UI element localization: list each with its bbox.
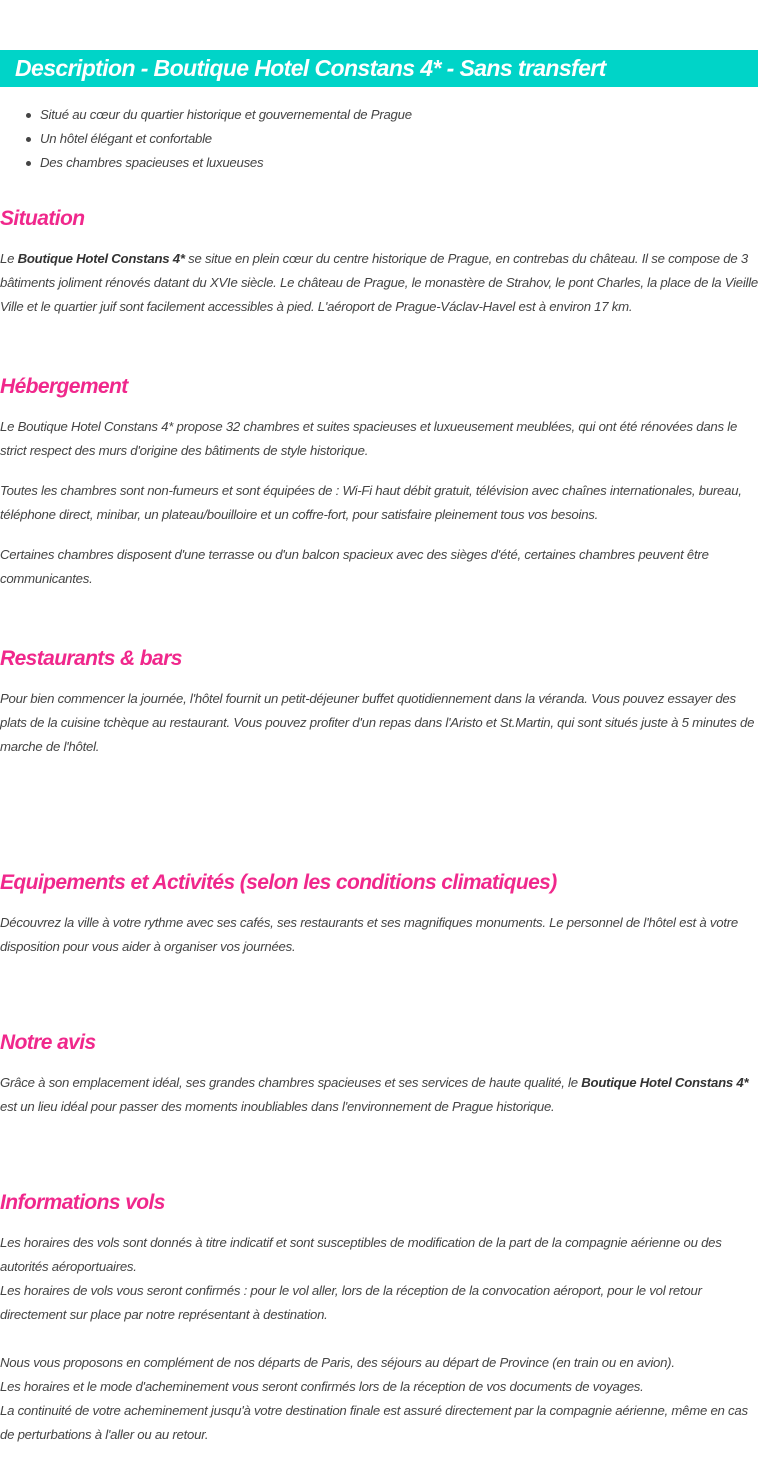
situation-text <box>0 247 758 319</box>
equipements-text <box>0 911 758 959</box>
paragraph: La continuité de votre acheminement jusqu'à votre destination finale est assuré directement par la compagnie aérienne, même en cas de perturbations à l'aller ou au retour. <box>0 1403 748 1442</box>
hebergement-text <box>0 415 758 591</box>
paragraph: Découvrez la ville à votre rythme avec ses cafés, ses restaurants et ses magnifiques monuments. Le personnel de l'hôtel est à votre disposition pour vous aider à organiser vos journées. <box>0 915 738 954</box>
text: Le <box>0 251 18 266</box>
vols-heading: Informations vols <box>0 1191 165 1214</box>
avis-heading: Notre avis <box>0 1031 96 1054</box>
restaurants-heading: Restaurants & bars <box>0 647 182 670</box>
title-banner <box>0 50 758 87</box>
paragraph: Toutes les chambres sont non-fumeurs et sont équipées de : Wi-Fi haut débit gratuit, télévision avec chaînes internationales, bureau, téléphone direct, minibar, un plateau/bouilloire et un coffre-fort, pour satisfaire pleinement tous vos besoins. <box>0 483 742 522</box>
text: est un lieu idéal pour passer des moments inoubliables dans l'environnement de Prague historique. <box>0 1099 555 1114</box>
situation-heading: Situation <box>0 207 85 230</box>
list-item: Un hôtel élégant et confortable <box>0 127 412 151</box>
list-item: Situé au cœur du quartier historique et gouvernemental de Prague <box>0 103 412 127</box>
text: Grâce à son emplacement idéal, ses grandes chambres spacieuses et ses services de haute qualité, le <box>0 1075 582 1090</box>
paragraph: Les horaires de vols vous seront confirmés : pour le vol aller, lors de la réception de la convocation aéroport, pour le vol retour directement sur place par notre représentant à destination. <box>0 1283 702 1322</box>
paragraph: Les horaires et le mode d'acheminement vous seront confirmés lors de la réception de vos documents de voyages. <box>0 1379 644 1394</box>
hotel-name: Boutique Hotel Constans 4* <box>581 1075 749 1090</box>
text: se situe en plein cœur du centre historique de Prague, en contrebas du château. Il se compose de 3 bâtiments joliment rénovés datant du XVIe siècle. Le château de Prague, le monastère de Strahov, le pont Charles, la place de la Vieille Ville et le quartier juif sont facilement accessibles à pied. L'aéroport de Prague-Václav-Havel est à environ 17 km. <box>0 251 758 314</box>
paragraph: Les horaires des vols sont donnés à titre indicatif et sont susceptibles de modification de la part de la compagnie aérienne ou des autorités aéroportuaires. <box>0 1235 722 1274</box>
hebergement-heading: Hébergement <box>0 375 128 398</box>
avis-text <box>0 1071 758 1119</box>
paragraph: Certaines chambres disposent d'une terrasse ou d'un balcon spacieux avec des sièges d'été, certaines chambres peuvent être communicantes. <box>0 547 709 586</box>
restaurants-text <box>0 687 758 759</box>
paragraph: Le Boutique Hotel Constans 4* propose 32 chambres et suites spacieuses et luxueusement meublées, qui ont été rénovées dans le strict respect des murs d'origine des bâtiments de style historique. <box>0 419 738 458</box>
equipements-heading: Equipements et Activités (selon les conditions climatiques) <box>0 871 557 894</box>
paragraph: Pour bien commencer la journée, l'hôtel fournit un petit-déjeuner buffet quotidiennement dans la véranda. Vous pouvez essayer des plats de la cuisine tchèque au restaurant. Vous pouvez profiter d'un repas dans l'Aristo et St.Martin, qui sont situés juste à 5 minutes de marche de l'hôtel. <box>0 691 755 754</box>
hotel-name: Boutique Hotel Constans 4* <box>17 251 185 266</box>
page-title: Description - Boutique Hotel Constans 4* - Sans transfert <box>15 55 606 81</box>
highlights-list <box>0 103 412 175</box>
vols-text <box>0 1231 758 1447</box>
paragraph: Nous vous proposons en complément de nos départs de Paris, des séjours au départ de Province (en train ou en avion). <box>0 1355 675 1370</box>
list-item: Des chambres spacieuses et luxueuses <box>0 151 412 175</box>
